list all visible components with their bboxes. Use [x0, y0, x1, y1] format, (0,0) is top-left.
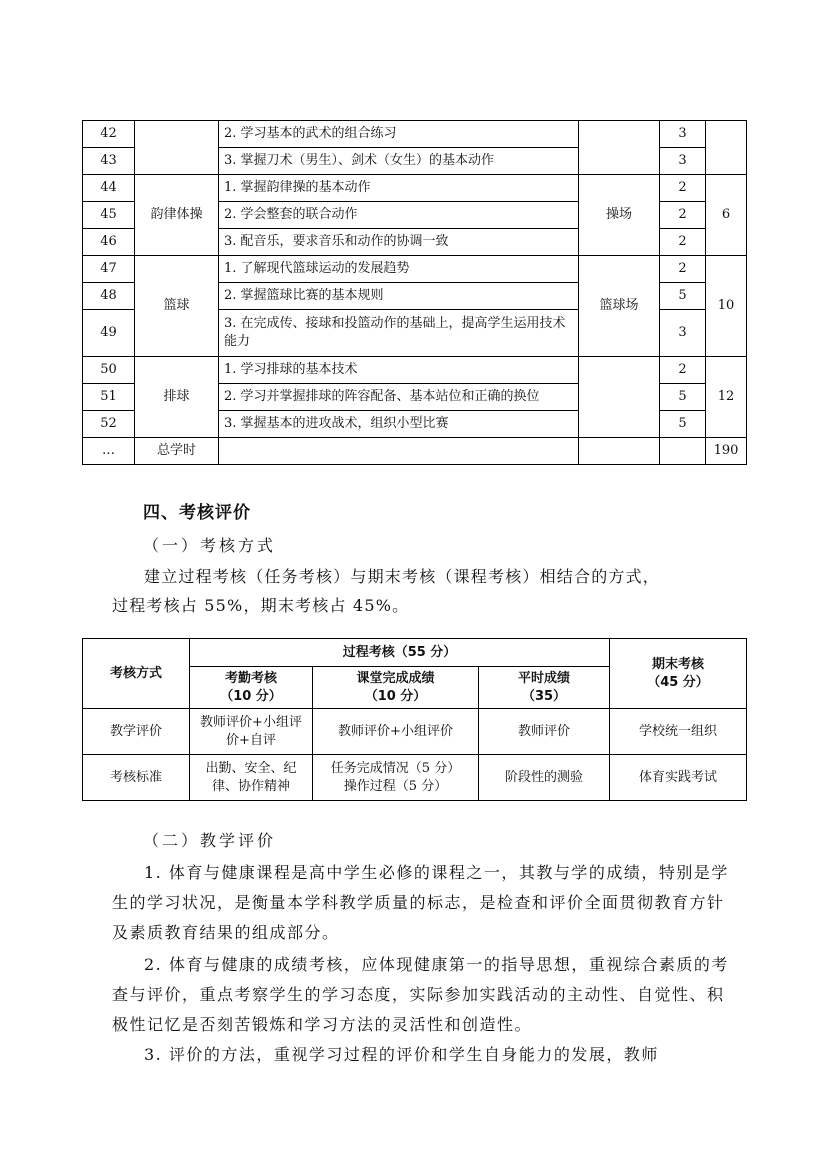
footer-empty — [660, 438, 706, 465]
body-paragraph: 3. 评价的方法，重视学习过程的评价和学生自身能力的发展，教师 — [144, 1045, 659, 1064]
row-hours: 2 — [660, 357, 706, 384]
venue-name: 操场 — [579, 175, 660, 256]
table-cell: 教师评价+小组评价 — [313, 709, 479, 755]
schedule-table — [82, 120, 747, 465]
table-row — [83, 256, 747, 283]
sport-name: 韵律体操 — [135, 175, 219, 256]
row-number: 42 — [83, 121, 135, 148]
footer-label: 总学时 — [135, 438, 219, 465]
row-hours: 3 — [660, 148, 706, 175]
group-total: 10 — [706, 256, 747, 357]
row-content: 1. 掌握韵律操的基本动作 — [219, 175, 579, 202]
table-row — [83, 755, 747, 801]
row-number: 47 — [83, 256, 135, 283]
footer-total: 190 — [706, 438, 747, 465]
assessment-table — [82, 638, 747, 801]
classwork-header — [313, 667, 479, 709]
attendance-title: 考勤考核 — [224, 670, 277, 686]
classwork-title: 课堂完成成绩 — [356, 670, 435, 686]
footer-empty — [579, 438, 660, 465]
final-header — [610, 639, 747, 709]
table-cell: 教师评价 — [479, 709, 610, 755]
venue-cell — [579, 357, 660, 438]
row-number: 46 — [83, 229, 135, 256]
venue-cell — [579, 121, 660, 175]
section-heading: 四、考核评价 — [143, 503, 251, 523]
table-footer-row — [83, 438, 747, 465]
sport-name: 篮球 — [135, 256, 219, 357]
table-cell — [313, 755, 479, 801]
row-content: 1. 学习排球的基本技术 — [219, 357, 579, 384]
body-paragraph: 1. 体育与健康课程是高中学生必修的课程之一，其教与学的成绩，特别是学生的学习状况，是衡量本学科教学质量的标志，是检查和评价全面贯彻教育方针及素质教育结果的组成部分。 — [112, 863, 729, 942]
row-content: 2. 学习并掌握排球的阵容配备、基本站位和正确的换位 — [219, 384, 579, 411]
row-label: 考核标准 — [83, 755, 190, 801]
row-content: 1. 了解现代篮球运动的发展趋势 — [219, 256, 579, 283]
process-header: 过程考核（55 分） — [190, 639, 610, 667]
row-content: 3. 掌握基本的进攻战术，组织小型比赛 — [219, 411, 579, 438]
row-content: 3. 配音乐，要求音乐和动作的协调一致 — [219, 229, 579, 256]
method-header: 考核方式 — [83, 639, 190, 709]
group-total: 6 — [706, 175, 747, 256]
row-number: 45 — [83, 202, 135, 229]
table-row — [83, 175, 747, 202]
row-hours: 2 — [660, 175, 706, 202]
row-hours: 2 — [660, 202, 706, 229]
table-row — [83, 357, 747, 384]
attendance-score: （10 分） — [220, 688, 282, 704]
row-number: 44 — [83, 175, 135, 202]
row-hours: 3 — [660, 310, 706, 357]
footer-empty — [219, 438, 579, 465]
usual-score: （35） — [521, 688, 567, 704]
subsection-heading: （二）教学评价 — [143, 831, 277, 850]
row-label: 教学评价 — [83, 709, 190, 755]
usual-header — [479, 667, 610, 709]
row-hours: 5 — [660, 283, 706, 310]
sport-name: 排球 — [135, 357, 219, 438]
cell-line: 操作过程（5 分） — [343, 778, 448, 794]
subsection-heading: （一）考核方式 — [143, 536, 277, 555]
intro-paragraph: 建立过程考核（任务考核）与期末考核（课程考核）相结合的方式， — [144, 567, 661, 586]
row-hours: 5 — [660, 384, 706, 411]
table-row — [83, 121, 747, 148]
row-hours: 5 — [660, 411, 706, 438]
row-content: 3. 在完成传、接球和投篮动作的基础上，提高学生运用技术能力 — [219, 310, 579, 357]
table-row — [83, 709, 747, 755]
sport-cell — [135, 121, 219, 175]
table-cell: 教师评价+小组评价+自评 — [190, 709, 313, 755]
venue-name: 篮球场 — [579, 256, 660, 357]
cell-line: 任务完成情况（5 分） — [330, 760, 461, 776]
row-content: 2. 掌握篮球比赛的基本规则 — [219, 283, 579, 310]
classwork-score: （10 分） — [364, 688, 427, 704]
row-number: 50 — [83, 357, 135, 384]
final-header-title: 期末考核 — [651, 656, 704, 672]
table-cell: 体育实践考试 — [610, 755, 747, 801]
row-hours: 3 — [660, 121, 706, 148]
row-content: 2. 学习基本的武术的组合练习 — [219, 121, 579, 148]
row-content: 3. 掌握刀术（男生）、剑术（女生）的基本动作 — [219, 148, 579, 175]
table-cell: 学校统一组织 — [610, 709, 747, 755]
row-number: 43 — [83, 148, 135, 175]
footer-ellipsis: … — [83, 438, 135, 465]
total-cell — [706, 121, 747, 175]
row-number: 48 — [83, 283, 135, 310]
row-hours: 2 — [660, 229, 706, 256]
group-total: 12 — [706, 357, 747, 438]
row-number: 49 — [83, 310, 135, 357]
table-cell: 出勤、安全、纪律、协作精神 — [190, 755, 313, 801]
usual-title: 平时成绩 — [517, 670, 570, 686]
attendance-header — [190, 667, 313, 709]
intro-paragraph-cont: 过程考核占 55%，期末考核占 45%。 — [112, 596, 410, 615]
table-cell: 阶段性的测验 — [479, 755, 610, 801]
row-hours: 2 — [660, 256, 706, 283]
body-paragraph: 2. 体育与健康的成绩考核，应体现健康第一的指导思想，重视综合素质的考查与评价，重点考察学生的学习态度，实际参加实践活动的主动性、自觉性、积极性记忆是否刻苦锻炼和学习方法的灵活性和创造性。 — [112, 955, 729, 1034]
row-number: 51 — [83, 384, 135, 411]
row-number: 52 — [83, 411, 135, 438]
final-header-score: （45 分） — [647, 674, 709, 690]
row-content: 2. 学会整套的联合动作 — [219, 202, 579, 229]
